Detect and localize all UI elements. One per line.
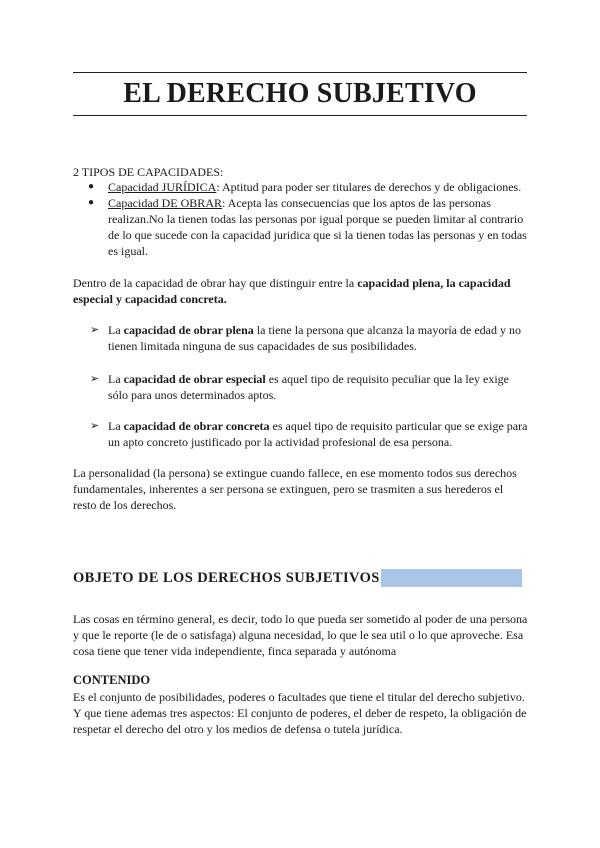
obrar-intro-text: Dentro de la capacidad de obrar hay que distinguir entre la	[73, 276, 358, 290]
arrow-item-term: capacidad de obrar especial	[123, 372, 266, 386]
term-obrar-desc: : Acepta las consecuencias que los aptos de las personas realizan.No la tienen todas las personas por igual porque se pueden limitar al contrario de lo que sucede con la capacidad juridica que si la tienen todas las personas y en todas es igual.	[108, 196, 527, 258]
page-title: EL DERECHO SUBJETIVO	[123, 78, 477, 109]
arrow-item-text: es aquel tipo de requisito peculiar que la ley exige sólo para unos determinados aptos.	[108, 372, 510, 402]
arrow-item-prefix: La	[108, 419, 124, 433]
arrow-item-term: capacidad de obrar plena	[123, 323, 254, 337]
heading-highlight	[381, 569, 522, 587]
obrar-intro-paragraph	[73, 275, 529, 307]
contenido-heading: CONTENIDO	[73, 673, 151, 687]
objeto-heading: OBJETO DE LOS DERECHOS SUBJETIVOS	[73, 570, 380, 586]
term-juridica: Capacidad JURÍDICA	[108, 180, 217, 194]
term-obrar: Capacidad DE OBRAR	[108, 196, 222, 210]
disc-bullet-icon: ●	[88, 197, 95, 208]
capacidades-heading: 2 TIPOS DE CAPACIDADES:	[73, 165, 224, 179]
arrow-item-prefix: La	[108, 372, 124, 386]
arrow-item-text: la tiene la persona que alcanza la mayoría de edad y no tienen limitada ninguna de sus capacidades de sus posibilidades.	[108, 323, 521, 353]
arrow-item-text: es aquel tipo de requisito particular que se exige para un apto concreto justificado por la actividad profesional de esa persona.	[108, 419, 528, 449]
title-bottom-rule	[73, 115, 527, 116]
list-item-text	[108, 322, 530, 354]
arrowhead-bullet-icon: ➢	[90, 323, 100, 336]
title-top-rule	[73, 72, 527, 73]
arrow-item-term: capacidad de obrar concreta	[123, 419, 270, 433]
list-item-text	[108, 371, 530, 403]
list-item-text	[108, 195, 528, 259]
obrar-intro-bold: capacidad plena, la capacidad especial y capacidad concreta.	[73, 276, 511, 306]
arrow-item-prefix: La	[108, 323, 124, 337]
list-item-text	[108, 418, 530, 450]
list-item-text	[108, 179, 528, 195]
arrowhead-bullet-icon: ➢	[90, 372, 100, 385]
term-juridica-desc: : Aptitud para poder ser titulares de derechos y de obligaciones.	[216, 180, 522, 194]
disc-bullet-icon: ●	[88, 181, 95, 192]
personalidad-paragraph: La personalidad (la persona) se extingue cuando fallece, en ese momento todos sus derechos fundamentales, inherentes a ser persona se extinguen, pero se trasmiten a sus herederos el resto de los derechos.	[73, 466, 517, 512]
objeto-paragraph: Las cosas en término general, es decir, todo lo que pueda ser sometido al poder de una persona y que le reporte (le de o satisfaga) alguna necesidad, lo que le sea util o lo que aproveche. Esa cosa tiene que tener vida independiente, finca separada y autónoma	[73, 612, 528, 658]
contenido-paragraph: Es el conjunto de posibilidades, poderes o facultades que tiene el titular del derecho subjetivo. Y que tiene ademas tres aspectos: El conjunto de poderes, el deber de respeto, la obligación de respetar el derecho del otro y los medios de defensa o tutela jurídica.	[73, 690, 527, 736]
arrowhead-bullet-icon: ➢	[90, 419, 100, 432]
